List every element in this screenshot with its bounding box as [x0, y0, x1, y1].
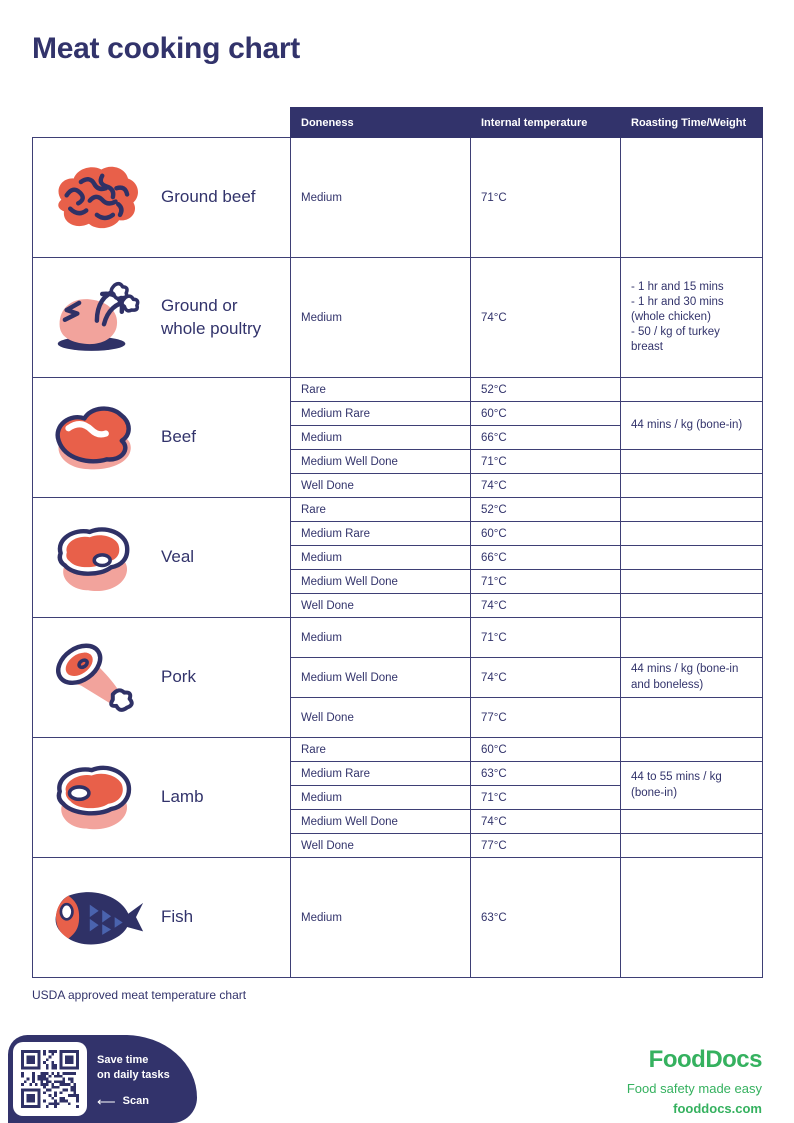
- qr-code-icon: [21, 1050, 79, 1108]
- doneness-cell: Medium Rare: [291, 402, 471, 426]
- doneness-cell: Medium: [291, 858, 471, 978]
- doneness-cell: Well Done: [291, 698, 471, 738]
- roasting-cell: [621, 378, 763, 402]
- ground-beef-icon: [45, 158, 147, 238]
- header-corner-blank: [33, 108, 291, 138]
- table-caption: USDA approved meat temperature chart: [32, 988, 247, 1002]
- roasting-cell: [621, 450, 763, 474]
- temperature-cell: 66°C: [471, 426, 621, 450]
- scan-arrow-icon: ⟵: [97, 1094, 116, 1109]
- meat-cooking-table: [32, 107, 763, 978]
- doneness-cell: Medium: [291, 258, 471, 378]
- doneness-cell: Medium Well Done: [291, 810, 471, 834]
- header-internal-temperature: Internal temperature: [471, 108, 621, 138]
- doneness-cell: Medium: [291, 426, 471, 450]
- roasting-cell: [621, 258, 763, 378]
- temperature-cell: 74°C: [471, 474, 621, 498]
- roasting-cell: [621, 498, 763, 522]
- pork-leg-icon: [45, 636, 147, 720]
- roasting-cell: [621, 738, 763, 762]
- temperature-cell: 74°C: [471, 258, 621, 378]
- roasting-cell: [621, 546, 763, 570]
- meat-cell: [33, 618, 291, 738]
- temperature-cell: 63°C: [471, 762, 621, 786]
- table-row: [33, 738, 763, 762]
- roasting-cell: [621, 810, 763, 834]
- doneness-cell: Medium Well Done: [291, 658, 471, 698]
- roasting-cell: [621, 594, 763, 618]
- doneness-cell: Medium Well Done: [291, 570, 471, 594]
- roasting-line: 44 mins / kg (bone-in): [631, 418, 743, 431]
- temperature-cell: 71°C: [471, 570, 621, 594]
- doneness-cell: Well Done: [291, 834, 471, 858]
- promo-line-1: Save time: [97, 1054, 149, 1066]
- lamb-chop-icon: [45, 756, 147, 840]
- doneness-cell: Rare: [291, 738, 471, 762]
- temperature-cell: 71°C: [471, 450, 621, 474]
- table-row: [33, 138, 763, 258]
- table-header: [33, 108, 763, 138]
- temperature-cell: 60°C: [471, 738, 621, 762]
- beef-steak-icon: [45, 398, 147, 478]
- brand-tagline: Food safety made easy: [626, 1081, 762, 1096]
- roasting-cell: [621, 698, 763, 738]
- roasting-cell: [621, 658, 763, 698]
- table-row: [33, 618, 763, 658]
- meat-name: Lamb: [161, 787, 204, 807]
- doneness-cell: Medium Rare: [291, 762, 471, 786]
- fish-icon: [45, 878, 147, 958]
- doneness-cell: Medium: [291, 618, 471, 658]
- logo-block: [627, 1046, 762, 1116]
- temperature-cell: 74°C: [471, 658, 621, 698]
- promo-line-2: on daily tasks: [97, 1069, 170, 1081]
- doneness-cell: Medium: [291, 786, 471, 810]
- doneness-cell: Medium: [291, 138, 471, 258]
- brand-url: fooddocs.com: [673, 1101, 762, 1116]
- header-roasting-time-weight: Roasting Time/Weight: [621, 108, 763, 138]
- table-body: [33, 138, 763, 978]
- temperature-cell: 71°C: [471, 618, 621, 658]
- temperature-cell: 77°C: [471, 698, 621, 738]
- roasting-line: 44 to 55 mins / kg (bone-in): [631, 771, 722, 799]
- temperature-cell: 74°C: [471, 594, 621, 618]
- table-row: [33, 858, 763, 978]
- qr-promo-blob: [8, 1035, 197, 1123]
- doneness-cell: Rare: [291, 498, 471, 522]
- table-row: [33, 378, 763, 402]
- promo-text: [97, 1053, 170, 1109]
- scan-row: [97, 1094, 170, 1109]
- temperature-cell: 66°C: [471, 546, 621, 570]
- temperature-cell: 77°C: [471, 834, 621, 858]
- meat-name: Pork: [161, 667, 196, 687]
- roasting-cell: [621, 474, 763, 498]
- roasting-cell: [621, 858, 763, 978]
- roasting-cell: [621, 834, 763, 858]
- roasting-line: - 1 hr and 30 mins (whole chicken): [631, 295, 724, 323]
- meat-cell: [33, 498, 291, 618]
- meat-cell: [33, 138, 291, 258]
- temperature-cell: 63°C: [471, 858, 621, 978]
- page-title: Meat cooking chart: [32, 32, 300, 65]
- doneness-cell: Well Done: [291, 474, 471, 498]
- roasting-line: 44 mins / kg (bone-in and boneless): [631, 663, 739, 691]
- roasting-line: - 50 / kg of turkey breast: [631, 326, 720, 354]
- temperature-cell: 60°C: [471, 522, 621, 546]
- roasting-cell: [621, 522, 763, 546]
- roasting-cell: [621, 570, 763, 594]
- doneness-cell: Rare: [291, 378, 471, 402]
- temperature-cell: 52°C: [471, 378, 621, 402]
- meat-name: Beef: [161, 427, 196, 447]
- meat-cell: [33, 378, 291, 498]
- roasting-cell: [621, 762, 763, 810]
- table-row: [33, 258, 763, 378]
- meat-cell: [33, 258, 291, 378]
- table-row: [33, 498, 763, 522]
- roasting-cell: [621, 618, 763, 658]
- fooddocs-logo: FoodDocs: [648, 1046, 762, 1073]
- temperature-cell: 74°C: [471, 810, 621, 834]
- veal-steak-icon: [45, 516, 147, 600]
- doneness-cell: Medium: [291, 546, 471, 570]
- meat-cell: [33, 858, 291, 978]
- header-doneness: Doneness: [291, 108, 471, 138]
- scan-label: Scan: [122, 1095, 149, 1107]
- roasting-line: - 1 hr and 15 mins: [631, 280, 724, 293]
- meat-name: Veal: [161, 547, 195, 567]
- roasting-cell: [621, 402, 763, 450]
- temperature-cell: 52°C: [471, 498, 621, 522]
- poultry-icon: [45, 278, 147, 358]
- doneness-cell: Well Done: [291, 594, 471, 618]
- meat-cell: [33, 738, 291, 858]
- temperature-cell: 71°C: [471, 786, 621, 810]
- meat-name: Fish: [161, 907, 194, 927]
- qr-code-box: [13, 1042, 87, 1116]
- meat-name: Ground beef: [161, 187, 256, 207]
- header-row: [33, 108, 763, 138]
- roasting-cell: [621, 138, 763, 258]
- doneness-cell: Medium Rare: [291, 522, 471, 546]
- meat-name: Ground or whole poultry: [161, 296, 262, 338]
- doneness-cell: Medium Well Done: [291, 450, 471, 474]
- temperature-cell: 71°C: [471, 138, 621, 258]
- temperature-cell: 60°C: [471, 402, 621, 426]
